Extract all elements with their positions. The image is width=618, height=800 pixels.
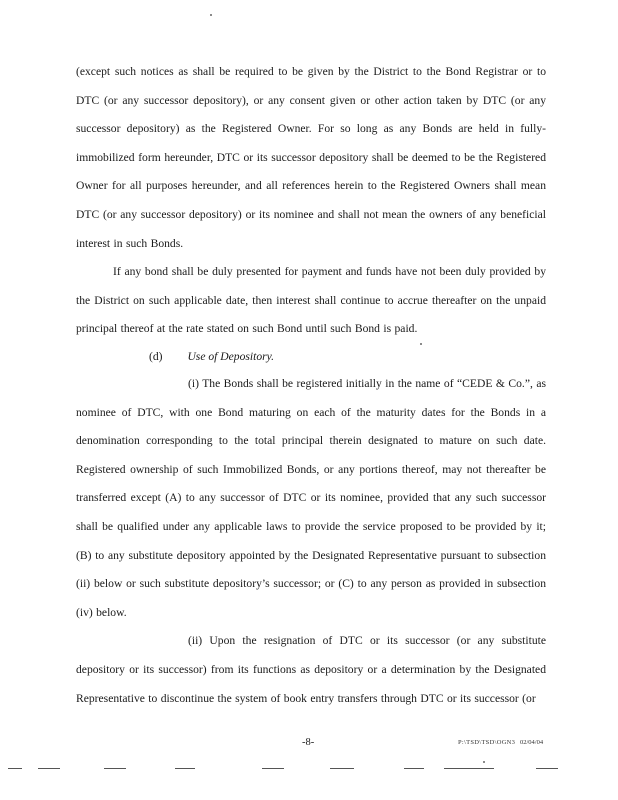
scan-artifact-rule xyxy=(404,768,424,769)
document-date-code: 02/04/04 xyxy=(520,739,544,746)
scan-artifact-rule xyxy=(444,768,494,769)
scan-artifact-rule xyxy=(104,768,126,769)
section-d-heading xyxy=(149,343,274,371)
paragraph-continuation: (except such notices as shall be required to be given by the District to the Bond Registrar or to DTC (or any successor depository), or any consent given or other action taken by DTC (or any successor depository) as the Registered Owner. For so long as any Bonds are held in fully-immobilized form hereunder, DTC or its successor depository shall be deemed to be the Registered Owner for all purposes hereunder, and all references herein to the Registered Owners shall mean DTC (or any successor depository) or its nominee and shall not mean the owners of any beneficial interest in such Bonds. xyxy=(76,65,546,250)
scan-artifact-rule xyxy=(536,768,558,769)
paragraph-subsection-ii: (ii) Upon the resignation of DTC or its successor (or any substitute depository or its successor) from its functions as depository or a determination by the Designated Representative to discontinue the system of book entry transfers through DTC or its successor (or xyxy=(76,634,546,705)
scan-artifact-rule xyxy=(38,768,60,769)
paragraph-subsection-i: (i) The Bonds shall be registered initially in the name of “CEDE & Co.”, as nominee of DTC, with one Bond maturing on each of the maturity dates for the Bonds in a denomination corresponding to the total principal therein designated to mature on such date. Registered ownership of such Immobilized Bonds, or any portions thereof, may not thereafter be transferred except (A) to any successor of DTC or its nominee, provided that any such successor shall be qualified under any applicable laws to provide the service proposed to be provided by it; (B) to any substitute depository appointed by the Designated Representative pursuant to subsection (ii) below or such substitute depository’s successor; or (C) to any person as provided in subsection (iv) below. xyxy=(76,377,546,619)
scan-artifact-rule xyxy=(330,768,354,769)
scan-speck xyxy=(210,14,212,16)
section-d-number: (d) xyxy=(149,350,163,363)
scan-artifact-rule xyxy=(262,768,284,769)
document-body xyxy=(76,58,546,344)
document-code: P:\TSD\TSD\OGN3 xyxy=(458,739,516,746)
scan-speck xyxy=(483,761,485,763)
paragraph-unpaid-interest: If any bond shall be duly presented for payment and funds have not been duly provided by the District on such applicable date, then interest shall continue to accrue thereafter on the unpaid principal thereof at the rate stated on such Bond until such Bond is paid. xyxy=(76,265,546,336)
document-body-subsections xyxy=(76,370,546,713)
section-d-title: Use of Depository. xyxy=(187,350,275,363)
page-number: -8- xyxy=(302,737,315,748)
scan-speck xyxy=(420,343,422,345)
scan-artifact-rule xyxy=(8,768,22,769)
scan-artifact-rule xyxy=(175,768,195,769)
